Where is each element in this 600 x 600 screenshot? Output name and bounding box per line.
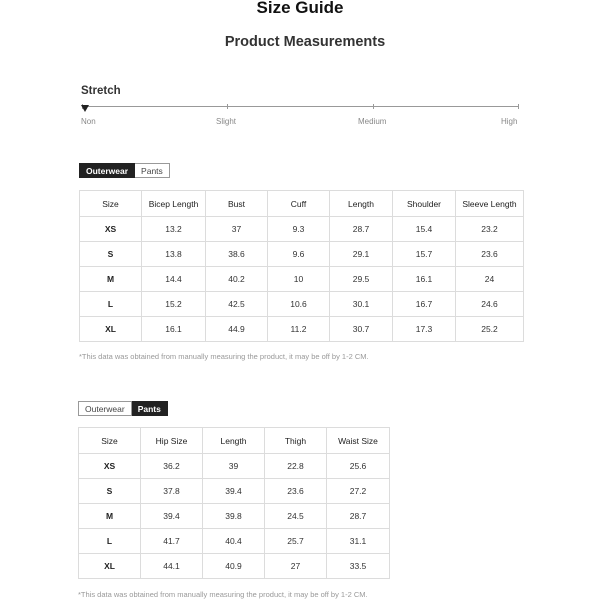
table-header-row	[80, 191, 524, 217]
size-cell: XS	[80, 217, 142, 242]
stretch-marker-icon	[81, 105, 89, 112]
measurement-cell: 36.2	[141, 454, 203, 479]
page-subtitle: Product Measurements	[224, 34, 386, 50]
measurement-cell: 23.6	[456, 242, 524, 267]
measurement-cell: 25.7	[265, 529, 327, 554]
measurement-cell: 29.1	[330, 242, 393, 267]
measurement-cell: 39.4	[141, 504, 203, 529]
measurement-cell: 17.3	[393, 317, 456, 342]
measurement-cell: 13.8	[142, 242, 206, 267]
measurement-cell: 14.4	[142, 267, 206, 292]
column-header: Hip Size	[141, 428, 203, 454]
measurement-cell: 24	[456, 267, 524, 292]
stretch-label: Stretch	[81, 85, 121, 97]
table-row	[79, 504, 390, 529]
table-row	[79, 529, 390, 554]
size-cell: S	[80, 242, 142, 267]
measurement-note: *This data was obtained from manually measuring the product, it may be off by 1-2 CM.	[79, 352, 369, 361]
column-header: Bust	[206, 191, 268, 217]
size-cell: M	[80, 267, 142, 292]
measurement-cell: 27.2	[327, 479, 390, 504]
measurement-cell: 16.7	[393, 292, 456, 317]
measurement-cell: 37.8	[141, 479, 203, 504]
measurement-cell: 30.1	[330, 292, 393, 317]
size-cell: XL	[80, 317, 142, 342]
measurement-cell: 11.2	[268, 317, 330, 342]
measurement-cell: 40.9	[203, 554, 265, 579]
size-cell: XS	[79, 454, 141, 479]
stretch-level-non: Non	[81, 117, 96, 126]
measurement-cell: 29.5	[330, 267, 393, 292]
column-header: Size	[79, 428, 141, 454]
table-row	[80, 292, 524, 317]
table-row	[80, 317, 524, 342]
size-cell: XL	[79, 554, 141, 579]
measurement-cell: 27	[265, 554, 327, 579]
measurement-cell: 25.2	[456, 317, 524, 342]
tab-pants[interactable]: Pants	[135, 163, 170, 178]
measurement-cell: 39.4	[203, 479, 265, 504]
measurement-cell: 24.6	[456, 292, 524, 317]
tab-outerwear[interactable]: Outerwear	[78, 401, 132, 416]
table-row	[80, 267, 524, 292]
measurement-cell: 15.7	[393, 242, 456, 267]
measurement-cell: 9.3	[268, 217, 330, 242]
measurement-cell: 28.7	[330, 217, 393, 242]
column-header: Size	[80, 191, 142, 217]
measurement-cell: 22.8	[265, 454, 327, 479]
pants-tab-group	[78, 401, 168, 416]
measurement-cell: 9.6	[268, 242, 330, 267]
pants-size-table	[78, 427, 390, 579]
column-header: Length	[203, 428, 265, 454]
column-header: Shoulder	[393, 191, 456, 217]
measurement-cell: 44.9	[206, 317, 268, 342]
table-row	[80, 217, 524, 242]
stretch-level-medium: Medium	[358, 117, 387, 126]
table-row	[79, 554, 390, 579]
measurement-cell: 38.6	[206, 242, 268, 267]
measurement-cell: 40.2	[206, 267, 268, 292]
table-row	[80, 242, 524, 267]
measurement-cell: 24.5	[265, 504, 327, 529]
measurement-cell: 23.6	[265, 479, 327, 504]
stretch-tick	[373, 104, 374, 109]
size-cell: S	[79, 479, 141, 504]
page-title: Size Guide	[256, 0, 344, 17]
measurement-cell: 37	[206, 217, 268, 242]
stretch-tick	[227, 104, 228, 109]
column-header: Thigh	[265, 428, 327, 454]
column-header: Cuff	[268, 191, 330, 217]
size-cell: L	[80, 292, 142, 317]
tab-outerwear[interactable]: Outerwear	[79, 163, 135, 178]
measurement-cell: 15.2	[142, 292, 206, 317]
measurement-cell: 13.2	[142, 217, 206, 242]
measurement-cell: 39.8	[203, 504, 265, 529]
measurement-cell: 41.7	[141, 529, 203, 554]
stretch-level-high: High	[501, 117, 518, 126]
measurement-cell: 42.5	[206, 292, 268, 317]
outerwear-size-table	[79, 190, 524, 342]
measurement-cell: 39	[203, 454, 265, 479]
measurement-cell: 40.4	[203, 529, 265, 554]
measurement-cell: 23.2	[456, 217, 524, 242]
column-header: Waist Size	[327, 428, 390, 454]
table-header-row	[79, 428, 390, 454]
measurement-cell: 25.6	[327, 454, 390, 479]
measurement-cell: 30.7	[330, 317, 393, 342]
measurement-cell: 44.1	[141, 554, 203, 579]
tab-pants[interactable]: Pants	[132, 401, 168, 416]
column-header: Sleeve Length	[456, 191, 524, 217]
measurement-cell: 10	[268, 267, 330, 292]
size-cell: L	[79, 529, 141, 554]
measurement-cell: 16.1	[393, 267, 456, 292]
measurement-cell: 15.4	[393, 217, 456, 242]
column-header: Bicep Length	[142, 191, 206, 217]
outerwear-tab-group	[79, 163, 170, 178]
measurement-cell: 33.5	[327, 554, 390, 579]
column-header: Length	[330, 191, 393, 217]
size-cell: M	[79, 504, 141, 529]
stretch-level-slight: Slight	[216, 117, 237, 126]
measurement-cell: 16.1	[142, 317, 206, 342]
table-row	[79, 479, 390, 504]
stretch-tick	[518, 104, 519, 109]
measurement-cell: 31.1	[327, 529, 390, 554]
measurement-note: *This data was obtained from manually measuring the product, it may be off by 1-2 CM.	[78, 590, 368, 599]
stretch-track	[82, 106, 519, 107]
table-row	[79, 454, 390, 479]
measurement-cell: 10.6	[268, 292, 330, 317]
measurement-cell: 28.7	[327, 504, 390, 529]
